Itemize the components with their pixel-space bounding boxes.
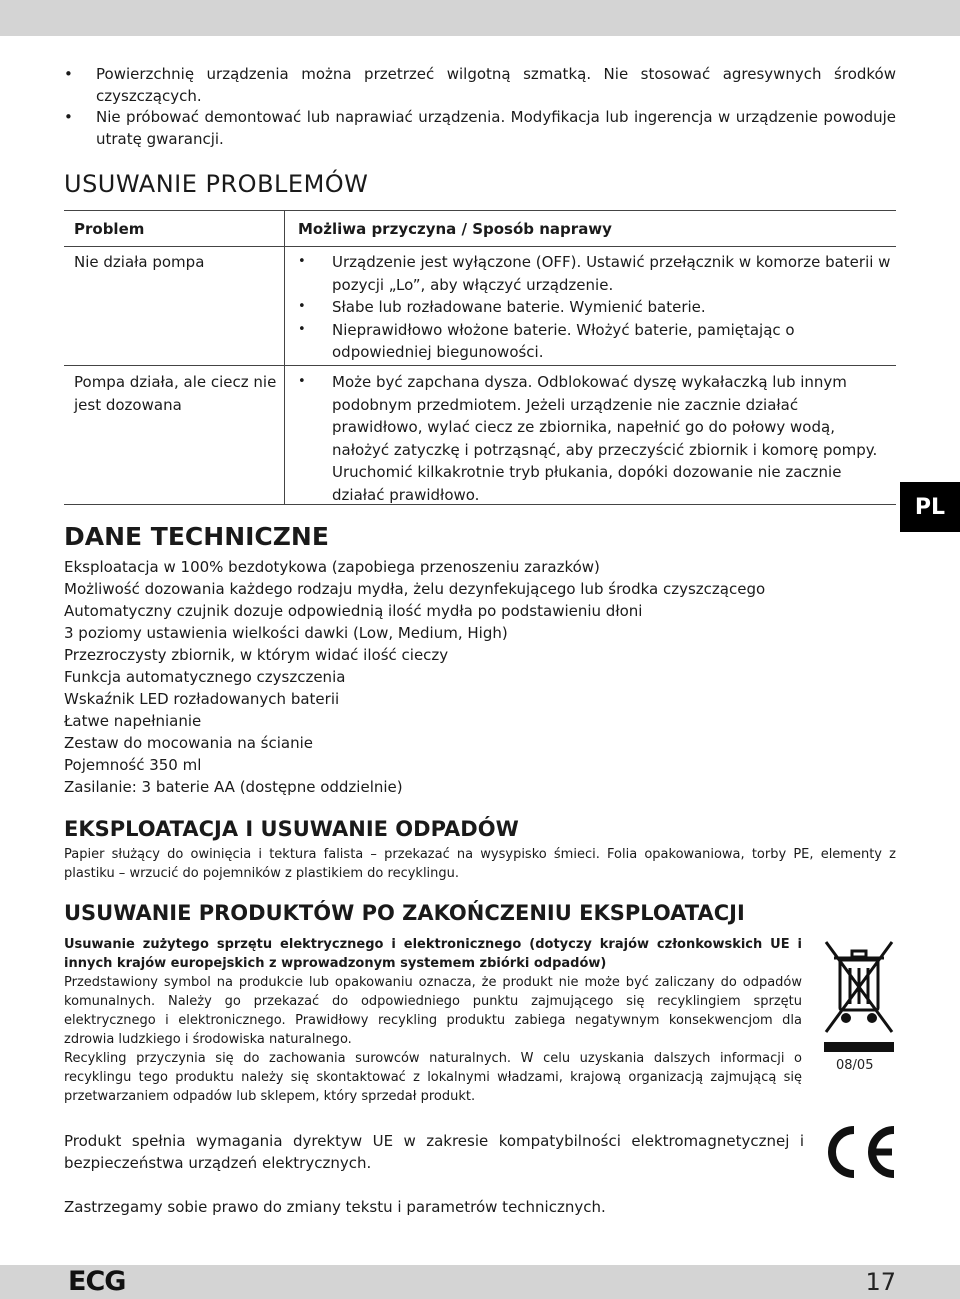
cause-item: • Może być zapchana dysza. Odblokować dyszę wykałaczką lub innym podobnym przedmiotem. Jeżeli urządzenie nie zacznie działać prawidłowo, wylać ciecz ze zbiornika, napełnić go do połowy wodą, nałożyć zatyczkę i potrząsnąć, aby przeczyścić zbiornik i komorę pompy. Uruchomić kilkakrotnie tryb płukania, dopóki dozowanie nie zacznie działać prawidłowo. [298, 371, 892, 506]
weee-bin-icon [820, 938, 898, 1038]
spec-item: Przezroczysty zbiornik, w którym widać ilość cieczy [64, 646, 449, 664]
waste-heading: EKSPLOATACJA I USUWANIE ODPADÓW [64, 817, 519, 841]
column-divider [284, 211, 285, 504]
spec-item: Zestaw do mocowania na ścianie [64, 734, 313, 752]
weee-bar [824, 1042, 894, 1052]
table-row-causes [298, 251, 892, 364]
row-divider [64, 365, 896, 366]
spec-item: Możliwość dozowania każdego rodzaju mydła, żelu dezynfekującego lub środka czyszczącego [64, 580, 766, 598]
header-bar [0, 0, 960, 36]
troubleshooting-heading: USUWANIE PROBLEMÓW [64, 170, 369, 198]
disposal-bold-intro: Usuwanie zużytego sprzętu elektrycznego i elektronicznego (dotyczy krajów członkowskich UE i innych krajów europejskich z wprowadzonym systemem zbiórki odpadów) [64, 937, 802, 971]
cause-item: • Słabe lub rozładowane baterie. Wymienić baterie. [298, 296, 892, 319]
cause-item: • Urządzenie jest wyłączone (OFF). Ustawić przełącznik w komorze baterii w pozycji „Lo”, aby włączyć urządzenie. [298, 251, 892, 296]
disposal-heading: USUWANIE PRODUKTÓW PO ZAKOŃCZENIU EKSPLOATACJI [64, 901, 745, 925]
header-cause: Możliwa przyczyna / Sposób naprawy [298, 220, 612, 238]
table-header [64, 211, 896, 247]
intro-item: • Nie próbować demontować lub naprawiać urządzenia. Modyfikacja lub ingerencja w urządzenie powoduje utratę gwarancji. [64, 107, 896, 150]
disposal-body [64, 935, 802, 1106]
ecg-logo: ECG [68, 1266, 126, 1297]
spec-item: 3 poziomy ustawienia wielkości dawki (Low, Medium, High) [64, 624, 508, 642]
spec-item: Łatwe napełnianie [64, 712, 202, 730]
troubleshooting-table [64, 210, 896, 505]
spec-item: Wskaźnik LED rozładowanych baterii [64, 690, 340, 708]
weee-date: 08/05 [836, 1058, 874, 1073]
table-row-problem: Pompa działa, ale ciecz nie jest dozowana [74, 373, 277, 414]
ce-compliance-text: Produkt spełnia wymagania dyrektyw UE w zakresie kompatybilności elektromagnetycznej i bezpieczeństwa urządzeń elektrycznych. [64, 1132, 804, 1172]
intro-list [64, 64, 896, 150]
spec-item: Automatyczny czujnik dozuje odpowiednią ilość mydła po podstawieniu dłoni [64, 602, 643, 620]
table-row-problem: Nie działa pompa [74, 253, 205, 271]
spec-item: Zasilanie: 3 baterie AA (dostępne oddzielnie) [64, 778, 403, 796]
footer-bar [0, 1265, 960, 1299]
header-problem: Problem [74, 220, 145, 238]
specs-heading: DANE TECHNICZNE [64, 522, 329, 551]
language-tab: PL [900, 482, 960, 532]
specs-list [64, 556, 765, 798]
spec-item: Pojemność 350 ml [64, 756, 202, 774]
disposal-paragraph: Przedstawiony symbol na produkcie lub opakowaniu oznacza, że produkt nie może być zaliczany do odpadów komunalnych. Należy go przekazać do odpowiedniego punktu zajmującego się recyklingiem sprzętu elektrycznego i elektronicznego. Prawidłowy recykling produktu zabiega negatywnym konsekwencjom dla zdrowia ludzkiego i środowiska naturalnego. [64, 975, 802, 1047]
page-number: 17 [865, 1268, 896, 1296]
cause-item: • Nieprawidłowo włożone baterie. Włożyć baterie, pamiętając o odpowiedniej biegunowości. [298, 319, 892, 364]
disposal-paragraph: Recykling przyczynia się do zachowania surowców naturalnych. W celu uzyskania dalszych informacji o recyklingu tego produktu należy się skontaktować z lokalnymi władzami, krajową organizacją zajmującą się przetwarzaniem odpadów lub sklepem, który sprzedał produkt. [64, 1051, 802, 1104]
intro-item: • Powierzchnię urządzenia można przetrzeć wilgotną szmatką. Nie stosować agresywnych środków czyszczących. [64, 64, 896, 107]
reserve-text: Zastrzegamy sobie prawo do zmiany tekstu i parametrów technicznych. [64, 1198, 606, 1216]
spec-item: Funkcja automatycznego czyszczenia [64, 668, 346, 686]
spec-item: Eksploatacja w 100% bezdotykowa (zapobiega przenoszeniu zarazków) [64, 558, 600, 576]
ce-mark-icon [820, 1122, 900, 1182]
table-row-causes [298, 371, 892, 506]
waste-text: Papier służący do owinięcia i tektura falista – przekazać na wysypisko śmieci. Folia opakowaniowa, torby PE, elementy z plastiku – wrzucić do pojemników z plastikiem do recyklingu. [64, 847, 896, 881]
